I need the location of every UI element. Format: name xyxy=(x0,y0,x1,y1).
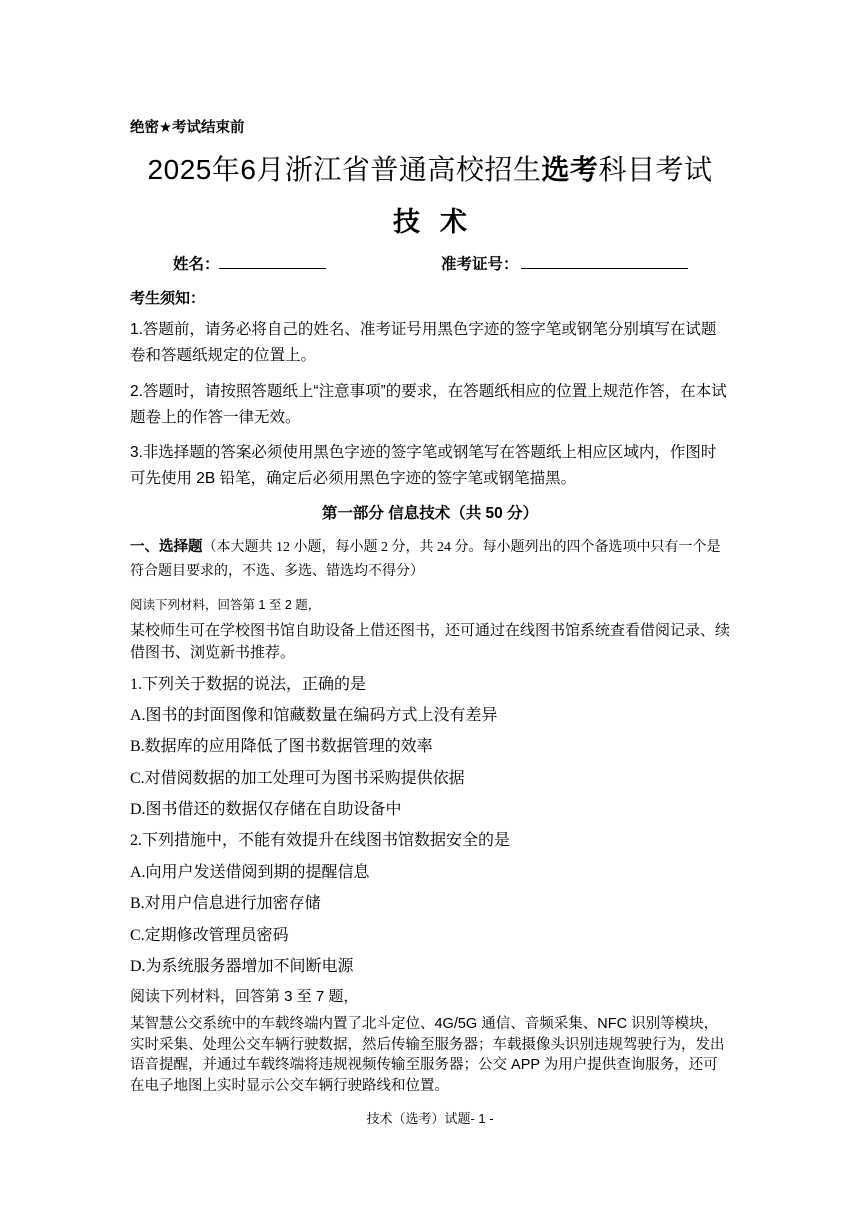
question-stem: 1.下列关于数据的说法，正确的是 xyxy=(130,676,367,693)
subject-title: 技术 xyxy=(393,207,487,237)
reading-intro: 阅读下列材料，回答第 1 至 2 题， xyxy=(130,598,321,612)
exam-title-suffix: 科目考试 xyxy=(598,154,713,185)
reading-material: 某校师生可在学校图书馆自助设备上借还图书，还可通过在线图书馆系统查看借阅记录、续借图书、浏览新书推荐。 xyxy=(130,622,731,661)
name-label: 姓名： xyxy=(173,256,220,273)
exam-title-prefix: 2025年6月浙江省普通高校招生 xyxy=(147,154,542,185)
option: A.向用户发送借阅到期的提醒信息 xyxy=(130,864,370,881)
notice-item: 2.答题时，请按照答题纸上“注意事项”的要求，在答题纸相应的位置上规范作答，在本试题卷上的作答一律无效。 xyxy=(130,383,727,426)
option: B.数据库的应用降低了图书数据管理的效率 xyxy=(130,738,433,755)
option: C.定期修改管理员密码 xyxy=(130,927,289,944)
exam-id-label: 准考证号： xyxy=(441,256,519,273)
option: D.图书借还的数据仅存储在自助设备中 xyxy=(130,801,402,818)
section-label: 一、选择题 xyxy=(130,539,203,555)
option: B.对用户信息进行加密存储 xyxy=(130,895,321,912)
name-blank xyxy=(219,268,326,269)
notice-item: 3.非选择题的答案必须使用黑色字迹的签字笔或钢笔写在答题纸上相应区域内，作图时可先使用 2B 铅笔，确定后必须用黑色字迹的签字笔或钢笔描黑。 xyxy=(130,444,717,487)
reading-material: 某智慧公交系统中的车载终端内置了北斗定位、4G/5G 通信、音频采集、NFC 识别等模块，实时采集、处理公交车辆行驶数据，然后传输至服务器；车载摄像头识别违规驾驶行为，发出语音提醒，并通过车载终端将违规视频传输至服务器；公交 APP 为用户提供查询服务，还可在电子地图上实时显示公交车辆行驶路线和位置。 xyxy=(130,1016,725,1094)
notice-heading: 考生须知： xyxy=(130,290,206,307)
notice-item: 1.答题前，请务必将自己的姓名、准考证号用黑色字迹的签字笔或钢笔分别填写在试题卷和答题纸规定的位置上。 xyxy=(130,321,717,364)
option: D.为系统服务器增加不间断电源 xyxy=(130,958,354,975)
confidential-mark: 绝密★考试结束前 xyxy=(130,120,245,136)
section-heading xyxy=(130,535,730,584)
section-description: （本大题共 12 小题，每小题 2 分，共 24 分。每小题列出的四个备选项中只有一个是符合题目要求的，不选、多选、错选均不得分） xyxy=(130,540,721,579)
page-footer: 技术（选考）试题- 1 - xyxy=(366,1111,494,1126)
option: C.对借阅数据的加工处理可为图书采购提供依据 xyxy=(130,770,465,787)
question-stem: 2.下列措施中，不能有效提升在线图书馆数据安全的是 xyxy=(130,832,511,849)
reading-intro: 阅读下列材料，回答第 3 至 7 题， xyxy=(130,988,359,1005)
part-heading: 第一部分 信息技术（共 50 分） xyxy=(321,505,539,522)
exam-title xyxy=(0,148,860,188)
exam-id-blank xyxy=(521,268,688,269)
exam-title-emphasis: 选考 xyxy=(541,154,599,185)
option: A.图书的封面图像和馆藏数量在编码方式上没有差异 xyxy=(130,707,498,724)
